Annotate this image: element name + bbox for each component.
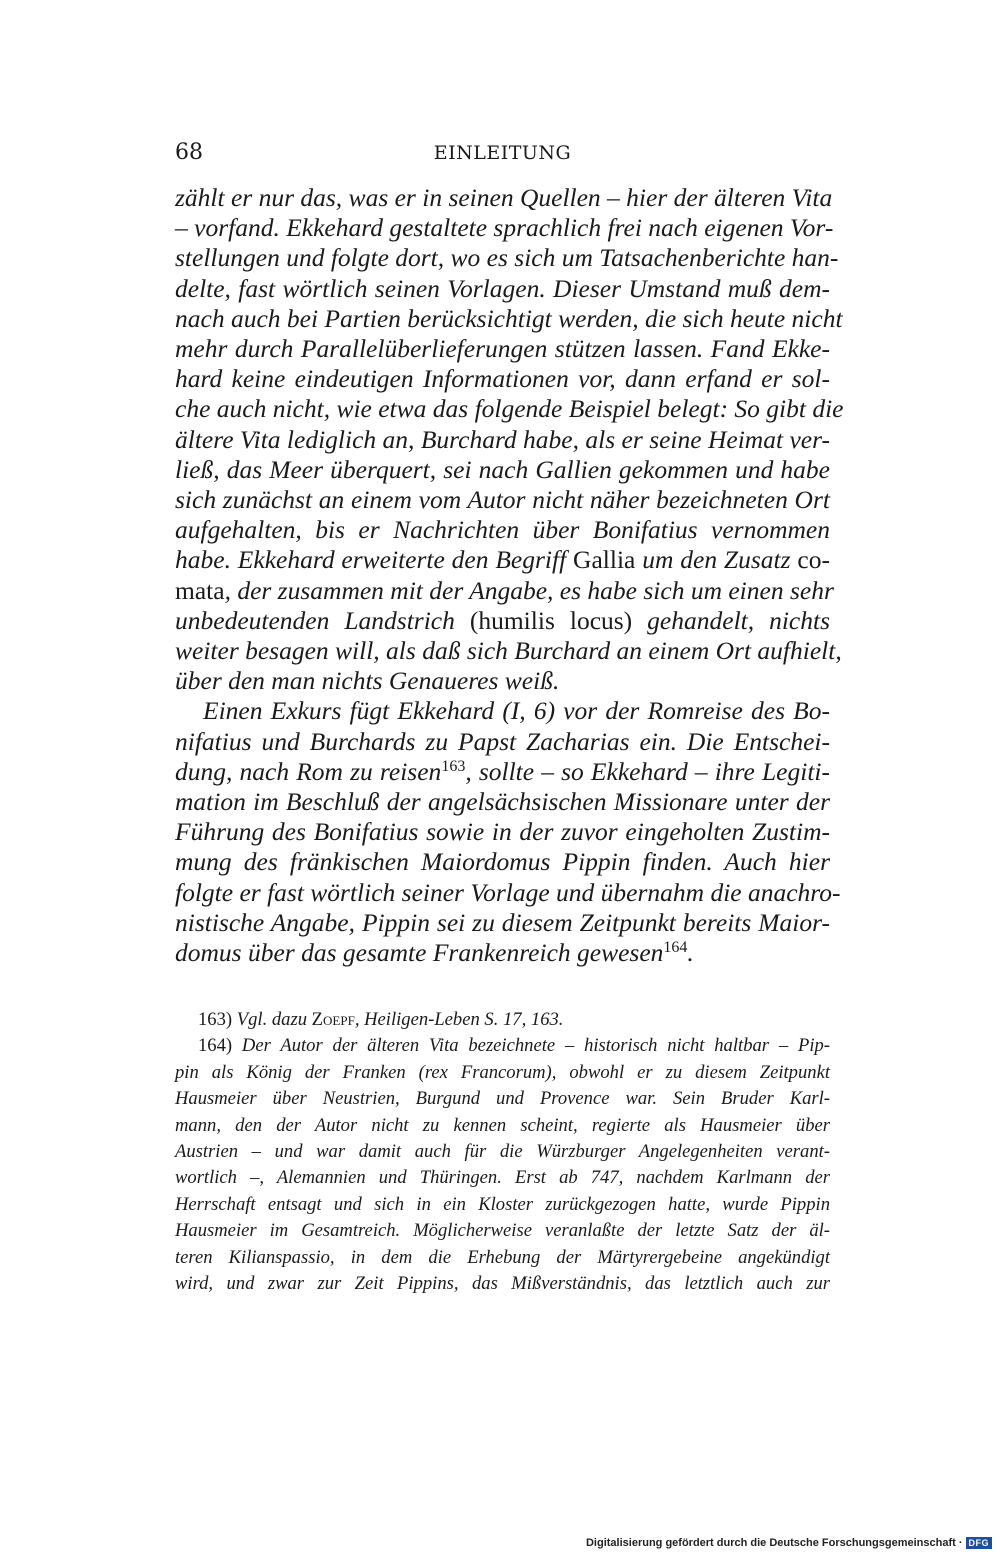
- text-line: [175, 606, 830, 636]
- text-run: habe. Ekkehard erweiterte den Begriff: [175, 545, 574, 575]
- text-run: dung, nach Rom zu reisen: [175, 756, 442, 786]
- latin-term: (humilis locus): [469, 605, 633, 635]
- text-line: über den man nichts Genaueres weiß.: [175, 666, 560, 696]
- latin-term: co-: [797, 545, 830, 575]
- text-line: ließ, das Meer überquert, sei nach Gallien gekommen und habe: [175, 454, 830, 484]
- text-line: che auch nicht, wie etwa das folgende Beispiel belegt: So gibt die: [175, 394, 844, 424]
- footnote-line: Hausmeier im Gesamtreich. Möglicherweise veranlaßte der letzte Satz der äl-: [175, 1220, 830, 1242]
- text-run: Vgl. dazu: [236, 1009, 312, 1030]
- text-line: [175, 545, 830, 575]
- page-header: [175, 140, 830, 170]
- text-run: gehandelt, nichts: [632, 605, 831, 635]
- footnote-line: mann, den der Autor nicht zu kennen scheint, regierte als Hausmeier über: [175, 1114, 830, 1136]
- text-run: .: [687, 938, 694, 968]
- footnote-163: [175, 1007, 830, 1033]
- text-run: , Heiligen-Leben S. 17, 163.: [354, 1009, 564, 1030]
- text-line: [175, 575, 834, 606]
- credit-text: Digitalisierung gefördert durch die Deutsche Forschungsgemeinschaft ·: [585, 1537, 963, 1549]
- latin-term: mata: [175, 575, 225, 605]
- text-run: um den Zusatz: [635, 545, 798, 575]
- footnote-line: wird, und zwar zur Zeit Pippins, das Mißverständnis, das letztlich auch zur: [175, 1273, 830, 1295]
- footnote-line: wortlich –, Alemannien und Thüringen. Erst ab 747, nachdem Karlmann der: [175, 1167, 830, 1189]
- running-head: EINLEITUNG: [433, 142, 572, 164]
- text-line: nistische Angabe, Pippin sei zu diesem Zeitpunkt bereits Maior-: [175, 907, 830, 937]
- footnotes: [175, 1007, 830, 1297]
- footnote-line: Hausmeier über Neustrien, Burgund und Provence war. Sein Bruder Karl-: [175, 1088, 830, 1110]
- text-run: , der zusammen mit der Angabe, es habe sich um einen sehr: [224, 575, 834, 605]
- text-run: unbedeutenden Landstrich: [175, 605, 470, 635]
- text-line: aufgehalten, bis er Nachrichten über Bonifatius vernommen: [175, 515, 830, 545]
- text-line: zählt er nur das, was er in seinen Quellen – hier der älteren Vita: [175, 183, 833, 212]
- text-line: weiter besagen will, als daß sich Burchard an einem Ort aufhielt,: [175, 636, 842, 666]
- text-run: domus über das gesamte Frankenreich gewesen: [175, 938, 664, 968]
- text-line: – vorfand. Ekkehard gestaltete sprachlich frei nach eigenen Vor-: [175, 213, 834, 243]
- text-line: mung des fränkischen Maiordomus Pippin finden. Auch hier: [175, 847, 830, 877]
- footnote-line: Austrien – und war damit auch für die Würzburger Angelegenheiten verant-: [175, 1141, 830, 1163]
- body-text: [175, 183, 844, 968]
- text-line: delte, fast wörtlich seinen Vorlagen. Dieser Umstand muß dem-: [175, 273, 830, 303]
- text-run: , sollte – so Ekkehard – ihre Legiti-: [465, 756, 830, 786]
- text-line: nach auch bei Partien berücksichtigt werden, die sich heute nicht: [175, 303, 843, 333]
- footnote-line: teren Kilianspassio, in dem die Erhebung der Märtyrergebeine angekündigt: [175, 1246, 830, 1268]
- text-line: Führung des Bonifatius sowie in der zuvor eingeholten Zustim-: [175, 817, 830, 847]
- digitization-credit: [586, 1537, 992, 1549]
- text-line: stellungen und folgte dort, wo es sich um Tatsachenberichte han-: [175, 243, 839, 273]
- footnote-ref: 163: [441, 757, 466, 775]
- author-name: Zoepf: [311, 1009, 355, 1030]
- footnote-line: Herrschaft entsagt und sich in ein Kloster zurückgezogen hatte, wurde Pippin: [175, 1193, 830, 1215]
- dfg-logo: DFG: [966, 1537, 993, 1549]
- text-line: sich zunächst an einem vom Autor nicht näher bezeichneten Ort: [175, 485, 830, 515]
- text-line: hard keine eindeutigen Informationen vor, dann erfand er sol-: [175, 364, 830, 394]
- text-line: ältere Vita lediglich an, Burchard habe, als er seine Heimat ver-: [175, 424, 830, 454]
- footnote-ref: 164: [663, 939, 688, 957]
- footnote-164: [175, 1033, 830, 1059]
- text-line: mehr durch Parallelüberlieferungen stützen lassen. Fand Ekke-: [175, 334, 830, 364]
- text-line: nifatius und Burchards zu Papst Zacharias ein. Die Entschei-: [175, 726, 830, 756]
- footnote-number: 163): [198, 1009, 233, 1030]
- text-line: folgte er fast wörtlich seiner Vorlage und übernahm die anachro-: [175, 877, 841, 907]
- latin-term: Gallia: [573, 545, 636, 575]
- footnote-number: 164): [198, 1035, 233, 1057]
- footnote-line: pin als König der Franken (rex Francorum), obwohl er zu diesem Zeitpunkt: [175, 1061, 830, 1083]
- text-run: Der Autor der älteren Vita bezeichnete – historisch nicht haltbar – Pip-: [232, 1035, 830, 1057]
- text-line: [175, 757, 830, 787]
- text-line: Einen Exkurs fügt Ekkehard (I, 6) vor der Romreise des Bo-: [203, 696, 830, 726]
- page-number: 68: [175, 140, 203, 165]
- text-line: mation im Beschluß der angelsächsischen Missionare unter der: [175, 787, 830, 817]
- text-line: [175, 938, 830, 968]
